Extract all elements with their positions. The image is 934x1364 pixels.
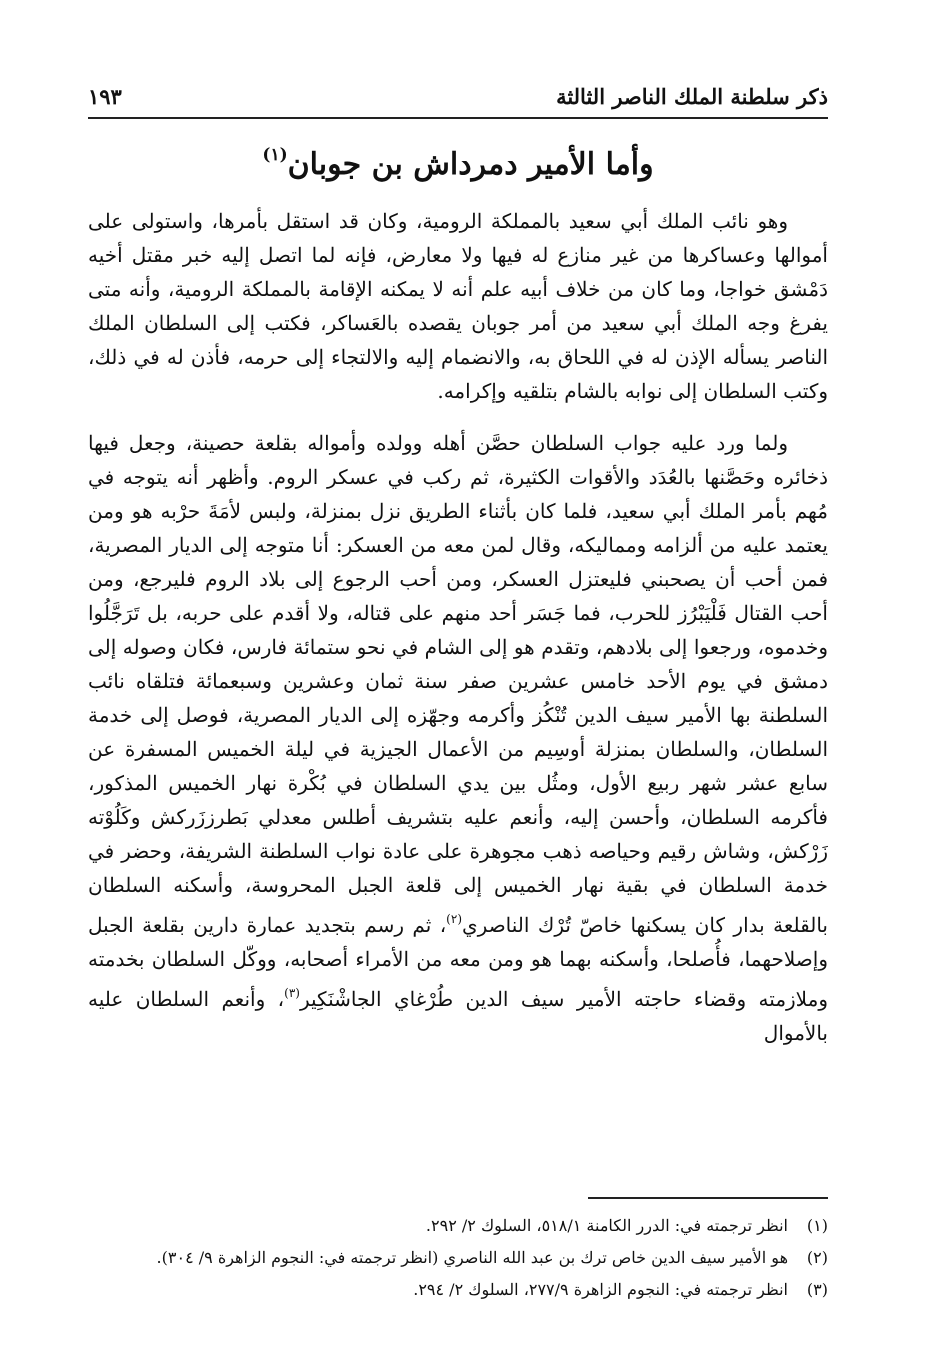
paragraph-2-text-c: ، وأنعم السلطان عليه بالأموال [88,987,828,1045]
running-header [88,78,828,114]
footnotes [88,1210,828,1306]
paragraph-2 [88,426,828,1050]
footnote-ref-3: (٣) [284,986,300,1000]
footnote-1 [88,1210,828,1242]
body-text [88,204,828,1050]
running-title: ذكر سلطنة الملك الناصر الثالثة [556,83,828,109]
section-heading [88,132,828,188]
footnote-text: هو الأمير سيف الدين خاص ترك بن عبد الله الناصري (انظر ترجمته في: النجوم الزاهرة ٩/ ٣٠٤). [156,1248,788,1267]
section-title: وأما الأمير دمرداش بن جوبان [287,147,654,182]
paragraph-1: وهو نائب الملك أبي سعيد بالمملكة الرومية، وكان قد استقل بأمرها، واستولى على أموالها وعساكرها من غير منازع له فيها ولا معارض، فإنه لما اتصل إليه خبر مقتل أخيه دَمْشق خواجا، وما كان من خلاف أبيه علم أنه لا يمكنه الإقامة بالمملكة الرومية، وأنه متى يفرغ وجه الملك أبي سعيد من أمر جوبان يقصده بالعَساكر، فكتب إلى السلطان الملك الناصر يسأله الإذن له في اللحاق به، والانضمام إليه والالتجاء إلى حرمه، فأذن له في ذلك، وكتب السلطان إلى نوابه بالشام بتلقيه وإكرامه. [88,209,828,403]
paragraph-2-text-a: ولما ورد عليه جواب السلطان حصَّن أهله وولده وأمواله بقلعة حصينة، وجعل فيها ذخائره وحَصَّنها بالعُدَد والأقوات الكثيرة، ثم ركب في عسكر الروم. وأظهر أنه يتوجه في مُهم بأمر الملك أبي سعيد، فلما كان بأثناء الطريق نزل بمنزلة، ولبس لأمَةَ حرْبه هو ومن يعتمد عليه من ألزامه ومماليكه، وقال لمن معه من العسكر: أنا متوجه إلى الديار المصرية، فمن أحب أن يصحبني فليعتزل العسكر، ومن أحب الرجوع إلى بلاد الروم فليرجع، ومن أحب القتال فَلْيَبْرُز للحرب، فما جَسَر أحد منهم على قتاله، ولا أقدم على حربه، بل تَرَجَّلُوا وخدموه، ورجعوا إلى بلادهم، وتقدم هو إلى الشام في نحو ستمائة فارس، فكان وصوله إلى دمشق في يوم الأحد خامس عشرين صفر سنة ثمان وعشرين وسبعمائة فتلقاه نائب السلطنة بها الأمير سيف الدين تُنْكُز وأكرمه وجهّزه إلى الديار المصرية، فوصل إلى خدمة السلطان، والسلطان بمنزلة أوسِيم من الأعمال الجيزية في ليلة الخميس المسفرة عن سابع عشر شهر ربيع الأول، ومثُل بين يدي السلطان في بُكْرة نهار الخميس المذكور، فأكرمه السلطان، وأحسن إليه، وأنعم عليه بتشريف أطلس معدلي بَطرززَركش وكَلُوْته زَرْكش، وشاش رقيم وحياصه ذهب مجوهرة على عادة نواب السلطنة الشريفة، وحضر في خدمة السلطان في بقية نهار الخميس إلى قلعة الجبل المحروسة، وأسكنه السلطان بالقلعة بدار كان يسكنها خاصّ تُرْك الناصري [88,431,829,937]
footnote-3 [88,1274,828,1306]
header-rule [88,117,828,119]
footnote-number: (١) [806,1216,828,1235]
footnote-text: انظر ترجمته في: النجوم الزاهرة ٢٧٧/٩، السلوك ٢/ ٢٩٤. [413,1280,788,1299]
footnote-text: انظر ترجمته في: الدرر الكامنة ٥١٨/١، السلوك ٢/ ٢٩٢. [425,1216,788,1235]
paragraph-2-text-b: ، ثم رسم بتجديد عمارة دارين بقلعة الجبل وإصلاحهما، فأُصلحا، وأسكنه بهما هو ومن معه من الأمراء أصحابه، ووكّل السلطان بخدمته وملازمته وقضاء حاجته الأمير سيف الدين طُرْغاي الجاشْنَكِير [88,913,828,1011]
footnote-number: (٣) [806,1280,828,1299]
footnote-number: (٢) [806,1248,828,1267]
page-number: ١٩٣ [88,83,122,109]
heading-footnote-ref: (١) [262,145,288,165]
footnote-rule [588,1197,828,1199]
footnote-2 [88,1242,828,1274]
footnote-ref-2: (٢) [446,912,462,926]
